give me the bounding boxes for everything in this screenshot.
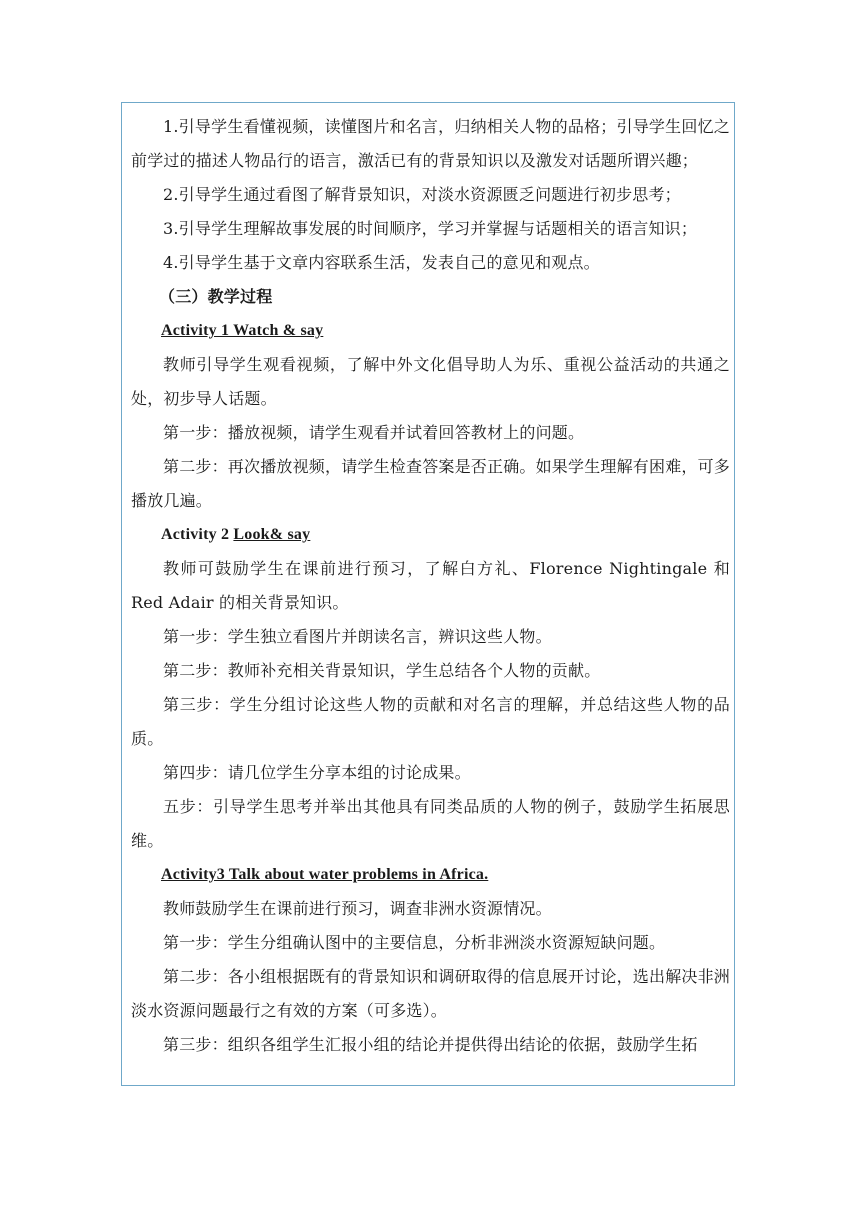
activity-2-step: 第四步：请几位学生分享本组的讨论成果。	[163, 763, 471, 782]
goal-item: 4.引导学生基于文章内容联系生活，发表自己的意见和观点。	[163, 253, 600, 272]
activity-3-intro: 教师鼓励学生在课前进行预习，调查非洲水资源情况。	[163, 899, 552, 918]
lesson-plan-table-cell	[121, 102, 735, 1086]
activity-2-title-name: Look& say	[233, 526, 311, 543]
activity-1-title: Activity 1 Watch & say	[161, 322, 324, 339]
activity-2-step: 第二步：教师补充相关背景知识，学生总结各个人物的贡献。	[163, 661, 601, 680]
activity-3-step: 第一步：学生分组确认图中的主要信息，分析非洲淡水资源短缺问题。	[163, 933, 666, 952]
activity-1-step: 第一步：播放视频，请学生观看并试着回答教材上的问题。	[163, 423, 585, 442]
goal-item: 3.引导学生理解故事发展的时间顺序，学习并掌握与话题相关的语言知识；	[163, 219, 698, 238]
activity-2-step: 五步：引导学生思考并举出其他具有同类品质的人物的例子，鼓励学生拓展思维。	[131, 797, 730, 850]
goal-item: 1.引导学生看懂视频，读懂图片和名言，归纳相关人物的品格；引导学生回忆之前学过的描述人物品行的语言，激活已有的背景知识以及激发对话题所谓兴趣；	[131, 117, 730, 170]
activity-1-intro: 教师引导学生观看视频，了解中外文化倡导助人为乐、重视公益活动的共通之处，初步导人话题。	[131, 355, 730, 408]
activity-2-step: 第三步：学生分组讨论这些人物的贡献和对名言的理解，并总结这些人物的品质。	[131, 695, 730, 748]
activity-2-title	[131, 518, 730, 552]
activity-2-step: 第一步：学生独立看图片并朗读名言，辨识这些人物。	[163, 627, 552, 646]
section-heading: （三）教学过程	[159, 287, 273, 306]
activity-2-intro: 教师可鼓励学生在课前进行预习，了解白方礼、Florence Nightingale 和 Red Adair 的相关背景知识。	[131, 559, 730, 612]
activity-3-step: 第二步：各小组根据既有的背景知识和调研取得的信息展开讨论，选出解决非洲淡水资源问题最行之有效的方案（可多选）。	[131, 967, 731, 1020]
activity-3-title: Activity3 Talk about water problems in Africa.	[161, 866, 489, 883]
cell-content	[131, 110, 730, 1062]
activity-3-step: 第三步：组织各组学生汇报小组的结论并提供得出结论的依据，鼓励学生拓	[163, 1035, 698, 1054]
activity-1-step: 第二步：再次播放视频，请学生检查答案是否正确。如果学生理解有困难，可多播放几遍。	[131, 457, 731, 510]
goal-item: 2.引导学生通过看图了解背景知识，对淡水资源匮乏问题进行初步思考；	[163, 185, 681, 204]
activity-2-title-label: Activity 2	[161, 526, 234, 543]
